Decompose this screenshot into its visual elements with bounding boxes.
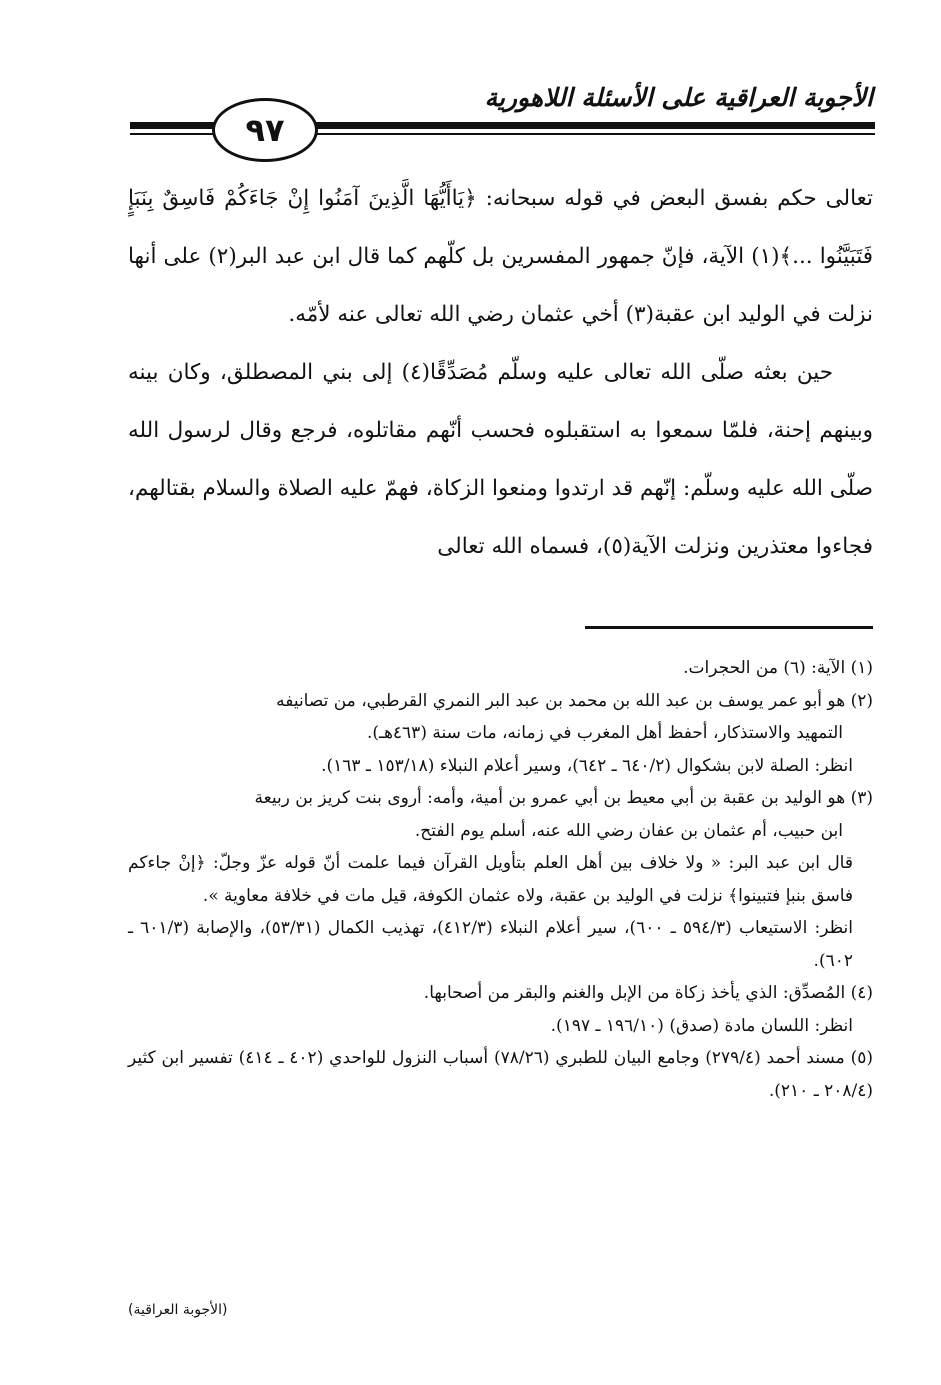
footnote-separator bbox=[585, 626, 873, 629]
footnote-3-quote: قال ابن عبد البر: « ولا خلاف بين أهل العلم بتأويل القرآن فيما علمت أنّ قوله عزّ وجلّ: ﴿إنْ جاءكم فاسق بنبإ فتبينوا﴾ نزلت في الوليد بن عقبة، ولاه عثمان الكوفة، قيل مات في خلافة معاوية ». bbox=[128, 853, 853, 906]
page-number: ٩٧ bbox=[212, 98, 318, 162]
footnotes bbox=[128, 652, 873, 1107]
footnote-3: (٣) هو الوليد بن عقبة بن أبي معيط بن أبي عمرو بن أمية، وأمه: أروى بنت كريز بن ربيعة bbox=[254, 788, 873, 808]
main-text bbox=[128, 170, 873, 576]
footnote-2-source: انظر: الصلة لابن بشكوال (٦٤٠/٢ ـ ٦٤٢)، وسير أعلام النبلاء (١٥٣/١٨ ـ ١٦٣). bbox=[321, 755, 853, 776]
running-title: الأجوبة العراقية على الأسئلة اللاهورية bbox=[484, 83, 873, 112]
footnote-3-continuation: ابن حبيب، أم عثمان بن عفان رضي الله عنه، أسلم يوم الفتح. bbox=[414, 820, 843, 841]
footnote-1: (١) الآية: (٦) من الحجرات. bbox=[683, 658, 873, 678]
body-paragraph-1: تعالى حكم بفسق البعض في قوله سبحانه: ﴿يَاأَيُّهَا الَّذِينَ آمَنُوا إِنْ جَاءَكُمْ فَاسِقٌ بِنَبَإٍ فَتَبَيَّنُوا ...﴾(١) الآية، فإنّ جمهور المفسرين بل كلّهم كما قال ابن عبد البر(٢) على أنها نزلت في الوليد ابن عقبة(٣) أخي عثمان رضي الله تعالى عنه لأمّه. bbox=[128, 186, 874, 327]
footnote-2-continuation: التمهيد والاستذكار، أحفظ أهل المغرب في زمانه، مات سنة (٤٦٣هـ). bbox=[366, 723, 843, 743]
footnote-5: (٥) مسند أحمد (٢٧٩/٤) وجامع البيان للطبري (٧٨/٢٦) أسباب النزول للواحدي (٤٠٢ ـ ٤١٤) تفسير ابن كثير (٢٠٨/٤ ـ ٢١٠). bbox=[128, 1048, 873, 1101]
book-signature-mark: (الأجوبة العراقية) bbox=[128, 1302, 228, 1318]
body-paragraph-2: حين بعثه صلّى الله تعالى عليه وسلّم مُصَدِّقًا(٤) إلى بني المصطلق، وكان بينه وبينهم إحنة، فلمّا سمعوا به استقبلوه فحسب أنّهم مقاتلوه، فرجع وقال لرسول الله صلّى الله عليه وسلّم: إنّهم قد ارتدوا ومنعوا الزكاة، فهمّ عليه الصلاة والسلام بقتالهم، فجاءوا معتذرين ونزلت الآية(٥)، فسماه الله تعالى bbox=[128, 360, 873, 559]
footnote-2: (٢) هو أبو عمر يوسف بن عبد الله بن محمد بن عبد البر النمري القرطبي، من تصانيفه bbox=[276, 690, 873, 711]
footnote-4: (٤) المُصدِّق: الذي يأخذ زكاة من الإبل والغنم والبقر من أصحابها. bbox=[423, 983, 873, 1003]
footnote-3-source: انظر: الاستيعاب (٥٩٤/٣ ـ ٦٠٠)، سير أعلام النبلاء (٤١٢/٣)، تهذيب الكمال (٥٣/٣١)، والإصابة (٦٠١/٣ ـ ٦٠٢). bbox=[128, 918, 853, 971]
footnote-4-source: انظر: اللسان مادة (صدق) (١٩٦/١٠ ـ ١٩٧). bbox=[550, 1015, 853, 1036]
